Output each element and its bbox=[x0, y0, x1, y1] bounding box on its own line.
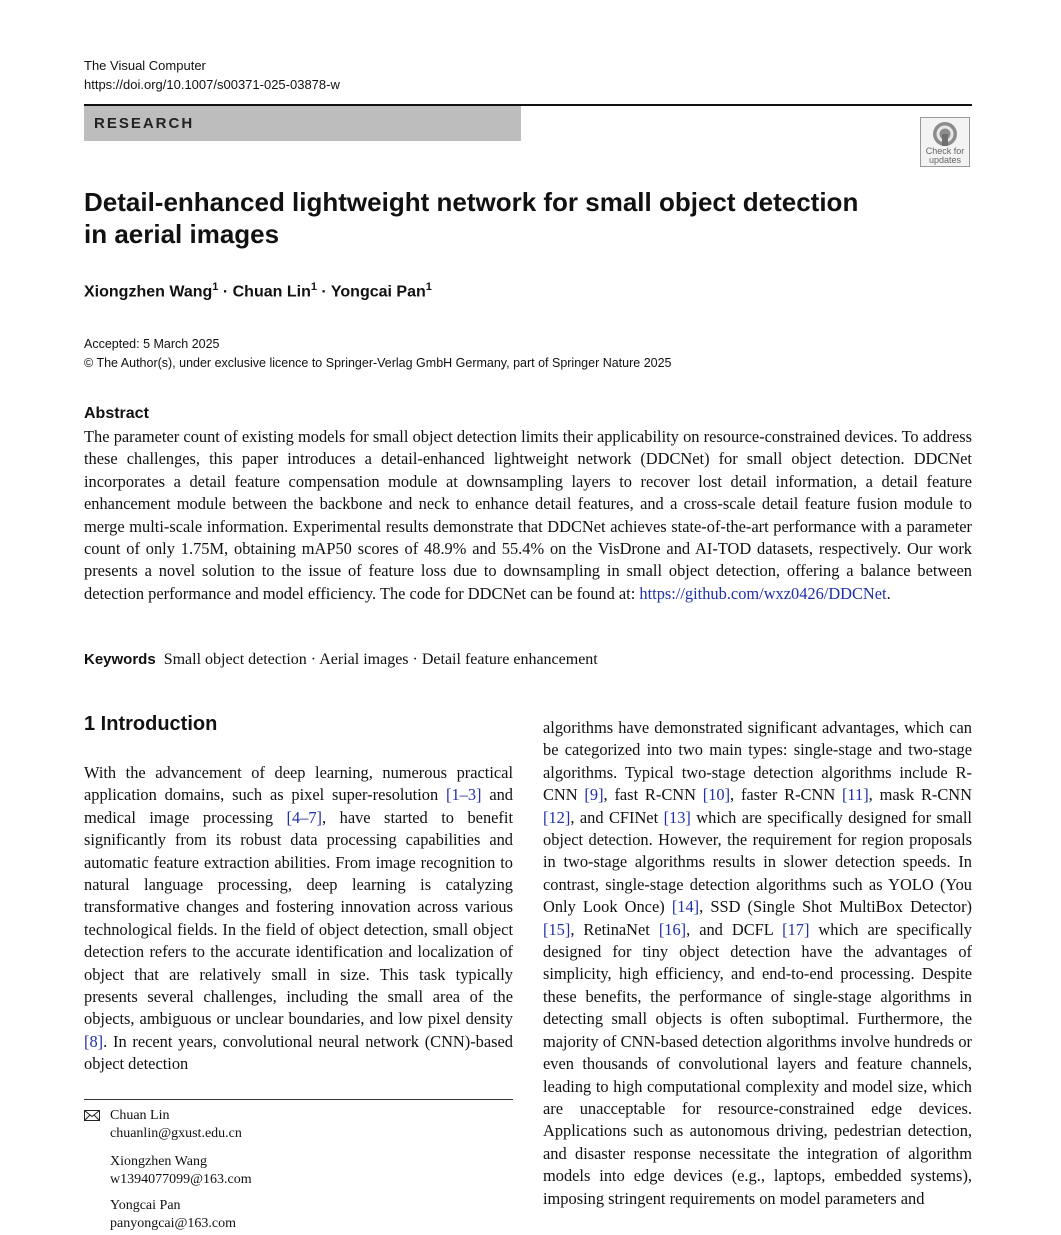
contact-name: Xiongzhen Wang bbox=[110, 1154, 207, 1169]
keywords-label: Keywords bbox=[84, 651, 156, 668]
body-text: , SSD (Single Shot MultiBox Detector) bbox=[699, 897, 972, 917]
body-text: , RetinaNet bbox=[570, 919, 659, 939]
keywords-text: Small object detection · Aerial images · Detail feature enhancement bbox=[163, 651, 598, 668]
body-text: , fast R-CNN bbox=[603, 785, 703, 805]
contact-1 bbox=[110, 1107, 410, 1143]
body-text: , and DCFL bbox=[686, 919, 783, 939]
abstract-body-text: The parameter count of existing models for small object detection limits their applicability on resource-constrained devices. To address these challenges, this paper introduces a detail-enhanced lightweight network (DDCNet) for small object detection. DDCNet incorporates a detail feature compensation module at downsampling layers to recover lost detail information, a detail feature enhancement module between the backbone and neck to enhance detail features, and a cross-scale detail feature fusion module to merge multi-scale information. Experimental results demonstrate that DDCNet achieves state-of-the-art performance with a parameter count of only 1.75M, obtaining mAP50 scores of 48.9% and 55.4% on the VisDrone and AI-TOD datasets, respectively. Our work presents a novel solution to the issue of feature loss due to downsampling in small object detection, offering a balance between detection performance and model efficiency. The code for DDCNet can be found at: bbox=[84, 427, 972, 603]
badge-line-2: updates bbox=[928, 155, 962, 165]
citation-link[interactable]: [13] bbox=[663, 807, 691, 827]
crossmark-icon bbox=[932, 121, 958, 147]
author-separator: · bbox=[316, 283, 331, 301]
citation-link[interactable]: [12] bbox=[543, 807, 571, 827]
author-affiliation-mark: 1 bbox=[310, 281, 317, 293]
paper-title: Detail-enhanced lightweight network for small object detection in aerial images bbox=[84, 187, 859, 249]
doi-link[interactable]: https://doi.org/10.1007/s00371-025-03878-w bbox=[84, 77, 340, 92]
body-text: . In recent years, convolutional neural network (CNN)-based object detection bbox=[84, 1031, 513, 1074]
abstract-end: . bbox=[886, 583, 891, 603]
citation-link[interactable]: [1–3] bbox=[446, 785, 482, 805]
article-type-bar bbox=[84, 106, 521, 141]
contact-2 bbox=[110, 1153, 410, 1189]
abstract-text bbox=[84, 426, 972, 605]
contact-name: Yongcai Pan bbox=[110, 1198, 181, 1213]
keywords bbox=[84, 651, 598, 669]
contact-email[interactable]: panyongcai@163.com bbox=[110, 1216, 237, 1231]
article-type-label: RESEARCH bbox=[94, 115, 195, 132]
section-heading-introduction: 1 Introduction bbox=[84, 713, 218, 735]
citation-link[interactable]: [8] bbox=[84, 1031, 104, 1051]
abstract-heading: Abstract bbox=[84, 405, 149, 422]
intro-column-right bbox=[543, 717, 972, 1210]
body-text: With the advancement of deep learning, numerous practical application domains, such as pixel super-resolution bbox=[84, 763, 513, 805]
author-name: Yongcai Pan bbox=[330, 283, 426, 301]
badge-line-1: Check for bbox=[925, 146, 965, 156]
accepted-date: Accepted: 5 March 2025 bbox=[84, 337, 220, 351]
author-affiliation-mark: 1 bbox=[212, 281, 219, 293]
citation-link[interactable]: [15] bbox=[543, 919, 571, 939]
publication-dates bbox=[84, 335, 672, 373]
footnote-rule bbox=[84, 1099, 513, 1100]
contact-email[interactable]: w1394077099@163.com bbox=[110, 1172, 252, 1187]
body-text: which are specifically designed for tiny object detection have the advantages of simplicity, high efficiency, and end-to-end processing. Despite these benefits, the performance of single-stage algorithms in detecting small objects is often suboptimal. Furthermore, the majority of CNN-based detection algorithms involve hundreds or even thousands of convolutional layers and feature channels, leading to high computational complexity and model size, which are unacceptable for resource-constrained edge devices. Applications such as autonomous driving, pedestrian detection, and disaster response necessitate the integration of algorithm models into edge devices (e.g., laptops, embedded systems), imposing stringent requirements on model parameters and bbox=[543, 919, 972, 1208]
citation-link[interactable]: [10] bbox=[702, 785, 731, 805]
code-link[interactable]: https://github.com/wxz0426/DDCNet bbox=[639, 583, 887, 603]
body-text: , mask R-CNN bbox=[868, 785, 972, 805]
citation-link[interactable]: [9] bbox=[584, 785, 604, 805]
author-affiliation-mark: 1 bbox=[425, 281, 432, 293]
journal-info bbox=[84, 56, 340, 94]
contact-name: Chuan Lin bbox=[110, 1108, 170, 1123]
citation-link[interactable]: [17] bbox=[782, 919, 810, 939]
body-text: , faster R-CNN bbox=[730, 785, 842, 805]
body-text: , and CFINet bbox=[570, 807, 664, 827]
citation-link[interactable]: [4–7] bbox=[286, 807, 323, 827]
contact-3 bbox=[110, 1197, 410, 1233]
author-name: Chuan Lin bbox=[232, 283, 311, 301]
author-list bbox=[84, 281, 432, 301]
journal-name: The Visual Computer bbox=[84, 58, 206, 73]
contact-email[interactable]: chuanlin@gxust.edu.cn bbox=[110, 1126, 242, 1141]
citation-link[interactable]: [14] bbox=[671, 897, 700, 917]
body-text: , have started to benefit significantly from its robust data processing capabilities and automatic feature extraction abilities. From image recognition to natural language processing, deep learning is catalyzing transformative changes and fostering innovation across various technological fields. In the field of object detection, small object detection refers to the accurate identification and localization of object that are relatively small in size. This task typically presents several challenges, including the small area of the objects, ambiguous or unclear boundaries, and low pixel density bbox=[84, 807, 513, 1029]
author-name: Xiongzhen Wang bbox=[84, 283, 213, 301]
citation-link[interactable]: [16] bbox=[658, 919, 687, 939]
body-text: and medical image processing bbox=[84, 785, 513, 827]
author-separator: · bbox=[218, 283, 233, 301]
copyright-notice: © The Author(s), under exclusive licence to Springer-Verlag GmbH Germany, part of Springer Nature 2025 bbox=[84, 356, 672, 370]
citation-link[interactable]: [11] bbox=[841, 785, 869, 805]
check-for-updates-badge[interactable] bbox=[920, 117, 970, 167]
body-text: which are specifically designed for small object detection. However, the requirement for region proposals in two-stage algorithms results in slower detection speeds. In contrast, single-stage detection algorithms such as YOLO (You Only Look Once) bbox=[543, 807, 972, 917]
body-text: algorithms have demonstrated significant advantages, which can be categorized into two main types: single-stage and two-stage algorithms. Typical two-stage detection algorithms include R-CNN bbox=[543, 718, 972, 805]
envelope-icon bbox=[84, 1110, 100, 1121]
intro-column-left bbox=[84, 762, 513, 1076]
